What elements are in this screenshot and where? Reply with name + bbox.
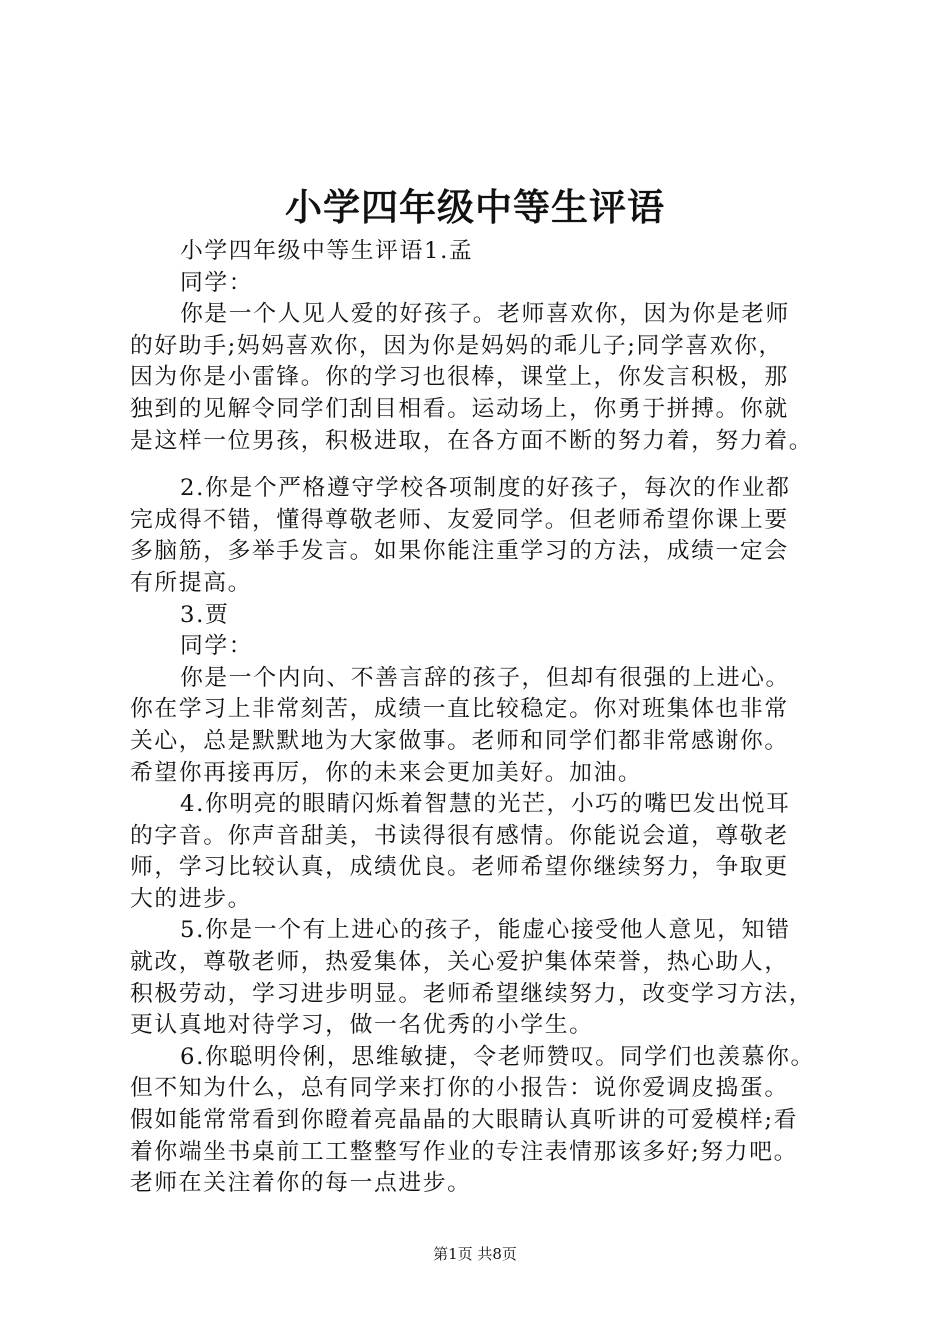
text-line: 完成得不错，懂得尊敬老师、友爱同学。但老师希望你课上要	[130, 506, 789, 533]
text-line: 有所提高。	[130, 569, 252, 596]
text-line: 独到的见解令同学们刮目相看。运动场上，你勇于拼搏。你就	[130, 395, 789, 422]
text-line: 希望你再接再厉，你的未来会更加美好。加油。	[130, 759, 643, 786]
text-line: 积极劳动，学习进步明显。老师希望继续努力，改变学习方法，	[130, 980, 814, 1007]
text-line: 的字音。你声音甜美，书读得很有感情。你能说会道，尊敬老	[130, 822, 789, 849]
text-line: 大的进步。	[130, 885, 252, 912]
text-line: 但不知为什么，总有同学来打你的小报告：说你爱调皮捣蛋。	[130, 1075, 789, 1102]
text-line: 师，学习比较认真，成绩优良。老师希望你继续努力，争取更	[130, 854, 789, 881]
text-line: 2.你是个严格遵守学校各项制度的好孩子，每次的作业都	[180, 475, 791, 502]
text-line: 同学：	[180, 269, 254, 296]
text-line: 多脑筋，多举手发言。如果你能注重学习的方法，成绩一定会	[130, 538, 789, 565]
page-footer: 第1页 共8页	[433, 1245, 517, 1263]
text-line: 着你端坐书桌前工工整整写作业的专注表情那该多好;努力吧。	[130, 1138, 798, 1165]
paragraph-gap	[130, 457, 850, 473]
text-line: 更认真地对待学习，做一名优秀的小学生。	[130, 1012, 594, 1039]
document-body	[130, 236, 850, 1200]
text-line: 4.你明亮的眼睛闪烁着智慧的光芒，小巧的嘴巴发出悦耳	[180, 791, 791, 818]
text-line: 老师在关注着你的每一点进步。	[130, 1170, 472, 1197]
text-line: 6.你聪明伶俐，思维敏捷，令老师赞叹。同学们也羡慕你。	[180, 1043, 815, 1070]
text-line: 你是一个人见人爱的好孩子。老师喜欢你，因为你是老师	[180, 301, 790, 328]
text-line: 小学四年级中等生评语1.孟	[180, 238, 474, 264]
text-line: 3.贾	[180, 601, 230, 628]
text-line: 你在学习上非常刻苦，成绩一直比较稳定。你对班集体也非常	[130, 696, 789, 723]
text-line: 5.你是一个有上进心的孩子，能虚心接受他人意见，知错	[180, 917, 791, 944]
text-line: 的好助手;妈妈喜欢你，因为你是妈妈的乖儿子;同学喜欢你，	[130, 332, 783, 359]
text-line: 关心，总是默默地为大家做事。老师和同学们都非常感谢你。	[130, 727, 789, 754]
text-line: 假如能常常看到你瞪着亮晶晶的大眼睛认真听讲的可爱模样;看	[130, 1107, 798, 1134]
document-title: 小学四年级中等生评语	[285, 185, 665, 229]
text-line: 因为你是小雷锋。你的学习也很棒，课堂上，你发言积极，那	[130, 364, 789, 391]
text-line: 同学：	[180, 633, 254, 660]
text-line: 是这样一位男孩，积极进取，在各方面不断的努力着，努力着。	[130, 427, 814, 454]
text-line: 就改，尊敬老师，热爱集体，关心爱护集体荣誉，热心助人，	[130, 949, 789, 976]
text-line: 你是一个内向、不善言辞的孩子，但却有很强的上进心。	[180, 664, 790, 691]
